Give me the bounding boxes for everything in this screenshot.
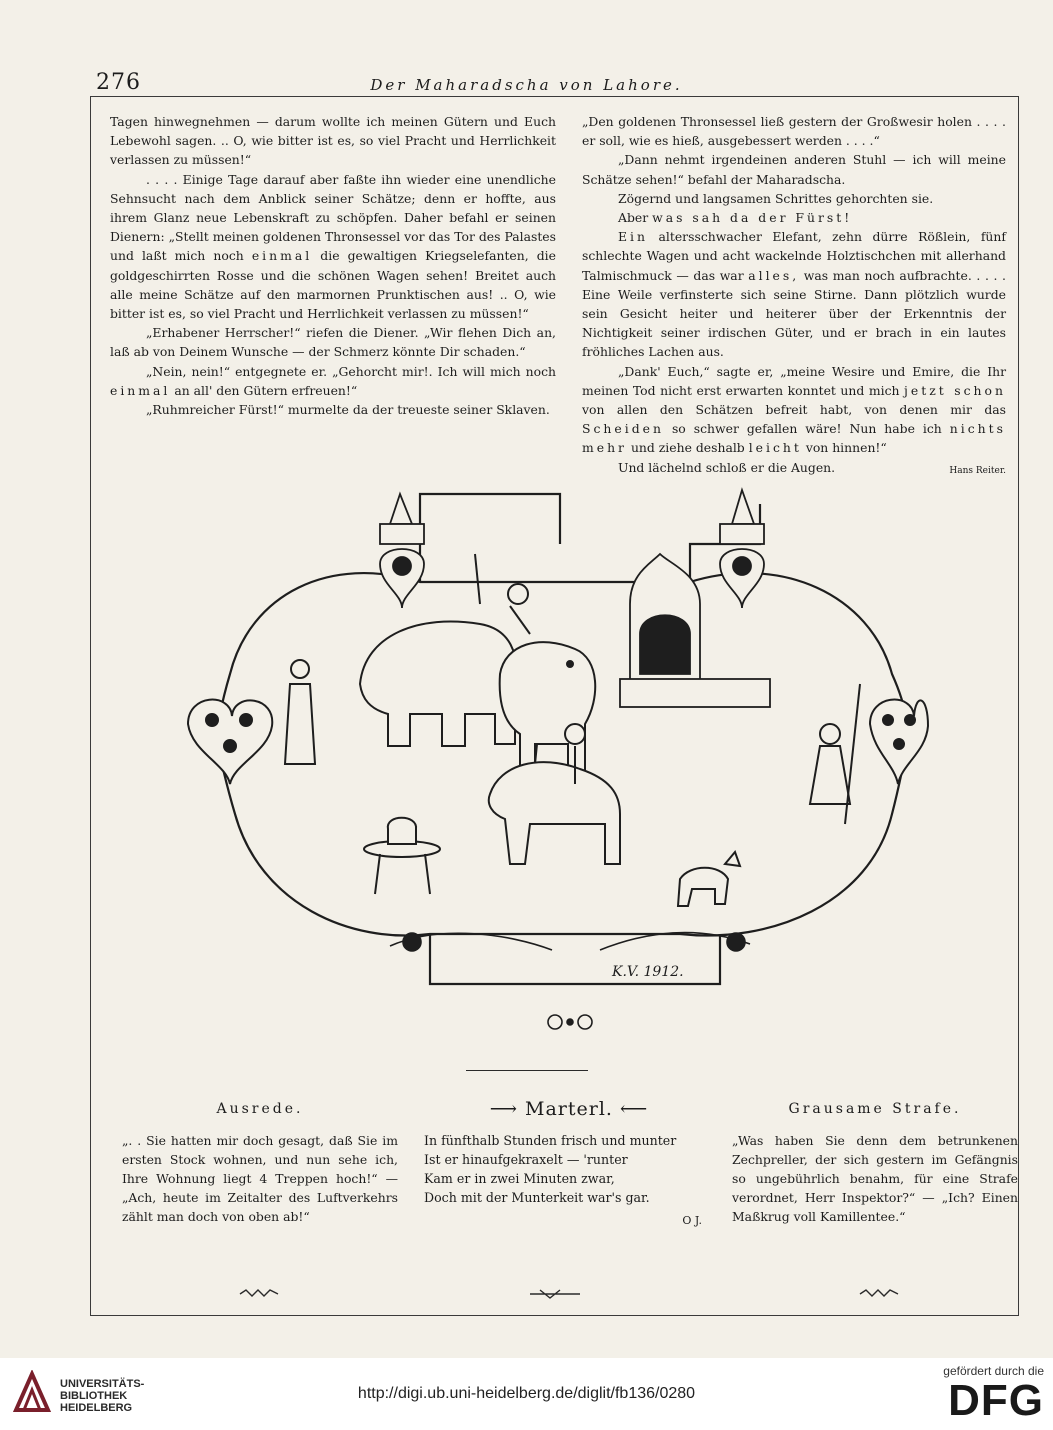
anecdote-heading: Ausrede. <box>216 1101 304 1117</box>
running-title: Der Maharadscha von Lahore. <box>370 76 683 94</box>
top-ornament-left <box>380 494 424 608</box>
paragraph: „Nein, nein!“ entgegnete er. „Gehorcht mir!. Ich will mich noch einmal an all' den Gütern erfreuen!“ <box>110 363 556 398</box>
anecdote-ausrede <box>122 1100 398 1226</box>
paragraph: „Ruhmreicher Fürst!“ murmelte da der treueste seiner Sklaven. <box>146 402 550 418</box>
illustration-signature: K.V. 1912. <box>612 964 684 980</box>
paragraph: Aber was sah da der Fürst! <box>618 210 853 226</box>
poem-line: Doch mit der Munterkeit war's gar. <box>424 1190 650 1205</box>
heart-ornament-left <box>188 700 272 784</box>
paragraph: Zögernd und langsamen Schrittes gehorchten sie. <box>618 190 934 206</box>
poem-signature: O J. <box>682 1214 702 1227</box>
paragraph: Und lächelnd schloß er die Augen. Hans Reiter. <box>582 458 1006 477</box>
leader-figure <box>285 660 315 764</box>
dfg-logo: DFG <box>948 1376 1044 1425</box>
table-with-jug <box>364 818 440 894</box>
page-number: 276 <box>96 70 141 95</box>
anecdote-strafe <box>732 1100 1018 1226</box>
rosette-ornament <box>548 1015 592 1029</box>
library-name: UNIVERSITÄTS- BIBLIOTHEK HEIDELBERG <box>60 1378 145 1414</box>
ornament-frame <box>210 573 915 935</box>
anecdote-text: „Was haben Sie denn dem betrunkenen Zechpreller, der sich gestern im Gefängnis so ungebührlich benahm, für eine Strafe verordnet, Herr Inspektor?“ — „Ich? Einen Maßkrug voll Kamillentee.“ <box>732 1133 1018 1224</box>
anecdote-heading: Grausame Strafe. <box>788 1101 962 1117</box>
paragraph: „Erhabener Herrscher!“ riefen die Diener. „Wir flehen Dich an, laß ab von Deinem Wunsche — der Schmerz könnte Dir schaden.“ <box>110 325 556 360</box>
poem-heading: ⟶ Marterl. ⟵ <box>489 1098 649 1120</box>
story-column-left <box>110 112 556 419</box>
section-rule <box>466 1070 588 1071</box>
illustration <box>180 484 930 1044</box>
poem-line: Ist er hinaufgekraxelt — 'runter <box>424 1152 628 1167</box>
dog <box>678 852 740 906</box>
story-column-right <box>582 112 1006 481</box>
anecdote-text: „. . Sie hatten mir doch gesagt, daß Sie im ersten Stock wohnen, und nun sehe ich, Ihre Wohnung liegt 4 Treppen hoch!“ — „Ach, heute im Zeitalter des Luftverkehrs zählt man doch von oben ab!“ <box>122 1133 398 1224</box>
bottom-flourishes <box>0 1280 1053 1310</box>
paragraph: „Dank' Euch,“ sagte er, „meine Wesire und Emire, die Ihr meinen Tod nicht erst erwarten konntet und mich jetzt schon von allen den Schätzen befreit habt, von denen mir das Scheiden so schwer gefallen wäre! Nun habe ich nichts mehr und ziehe deshalb leicht von hinnen!“ <box>582 363 1006 456</box>
poem-line: In fünfthalb Stunden frisch und munter <box>424 1133 677 1148</box>
author-name: Hans Reiter. <box>949 465 1006 476</box>
paragraph: Ein altersschwacher Elefant, zehn dürre Rößlein, fünf schlechte Wagen und acht wackelnde Holztischchen mit allerhand Talmischmuck — das war alles, was man noch aufbrachte. . . . . Eine Weile verfinsterte sich seine Stirne. Dann plötzlich wurde sein Gesicht heiter und heiterer über der Erkenntnis der Nichtigkeit seiner irdischen Güter, und er brach in ein lautes fröhliches Lachen aus. <box>582 229 1006 360</box>
funding-text: gefördert durch die <box>943 1364 1044 1378</box>
paragraph: Tagen hinwegnehmen — darum wollte ich meinen Gütern und Euch Lebewohl sagen. .. O, wie bitter ist es, so viel Pracht und Herrlichkeit verlassen zu müssen!“ <box>110 114 556 168</box>
paragraph: . . . . Einige Tage darauf aber faßte ihn wieder eine unendliche Sehnsucht nach dem Anblick seiner Schätze; denn er hoffte, aus ihrem Glanz neue Lebenskraft zu schöpfen. Daher befahl er seinen Dienern: „Stellt meinen goldenen Thronsessel vor das Tor des Palastes und laßt mich noch einmal die gewaltigen Kriegselefanten, die goldgeschirrten Rosse und die schönen Wagen sehen! Breitet auch alle meine Schätze auf den marmornen Prunktischen aus! .. O, wie bitter ist es, so viel Pracht und Herrlichkeit verlassen zu müssen!“ <box>110 171 556 322</box>
servant-figure <box>810 684 860 824</box>
source-url[interactable]: http://digi.ub.uni-heidelberg.de/diglit/fb136/0280 <box>357 1385 696 1402</box>
paragraph: „Den goldenen Thronsessel ließ gestern der Großwesir holen . . . . er soll, wie es hieß, ausgebessert werden . . . .“ <box>582 114 1006 149</box>
poem-marterl <box>424 1100 714 1230</box>
heart-ornament-right <box>870 700 928 784</box>
poem-line: Kam er in zwei Minuten zwar, <box>424 1171 615 1186</box>
top-ornament-right <box>720 490 764 608</box>
paragraph: „Dann nehmt irgendeinen anderen Stuhl — ich will meine Schätze sehen!“ befahl der Maharadscha. <box>582 152 1006 187</box>
